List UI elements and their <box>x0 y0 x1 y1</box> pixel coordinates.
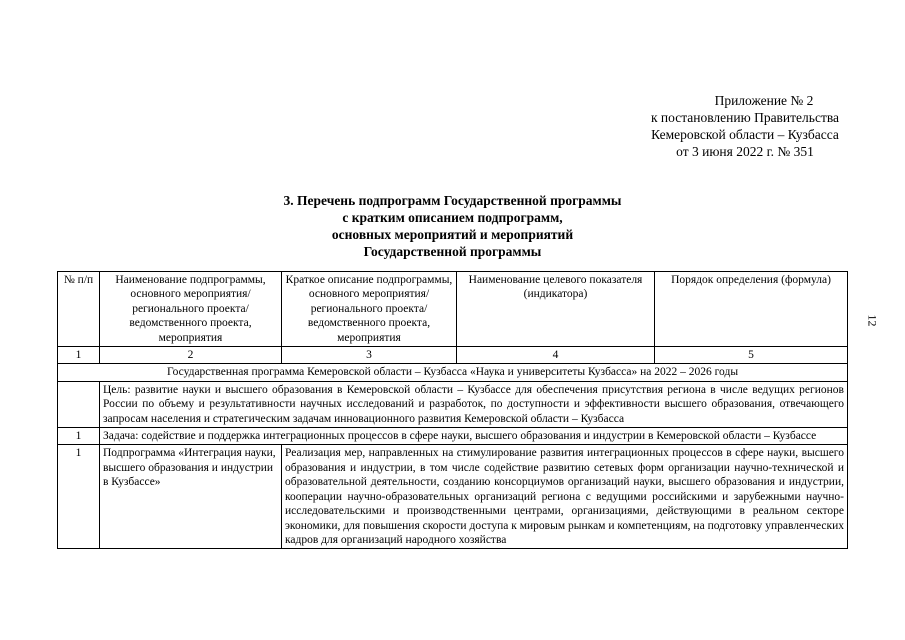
annex-line-2: к постановлению Правительства <box>650 110 840 125</box>
title-line-2: с кратким описанием подпрограмм, <box>342 210 563 225</box>
document-title <box>0 192 905 260</box>
annex-line-1: Приложение № 2 <box>714 93 814 108</box>
goal-number-cell <box>58 381 100 427</box>
task-row <box>58 428 848 445</box>
subprogram-name-cell: Подпрограмма «Интеграция науки, высшего образования и индустрии в Кузбассе» <box>100 445 282 549</box>
title-line-1: 3. Перечень подпрограмм Государственной программы <box>283 193 622 208</box>
header-cell-formula: Порядок определения (формула) <box>655 272 848 347</box>
subprogram-table <box>57 271 848 549</box>
header-cell-name: Наименование подпрограммы, основного мероприятия/ регионального проекта/ ведомственного проекта, мероприятия <box>100 272 282 347</box>
title-line-4: Государственной программы <box>363 244 542 259</box>
column-number-cell: 5 <box>655 347 848 364</box>
annex-line-4: от 3 июня 2022 г. № 351 <box>676 144 814 159</box>
page-number: 12 <box>865 314 880 327</box>
column-number-cell: 3 <box>282 347 457 364</box>
annex-header <box>600 92 890 160</box>
program-title-cell: Государственная программа Кемеровской области – Кузбасса «Наука и университеты Кузбасса» на 2022 – 2026 годы <box>58 364 848 381</box>
column-number-cell: 2 <box>100 347 282 364</box>
task-number-cell: 1 <box>58 428 100 445</box>
column-number-row <box>58 347 848 364</box>
program-row <box>58 364 848 381</box>
goal-row <box>58 381 848 427</box>
subprogram-number-cell: 1 <box>58 445 100 549</box>
task-text-cell: Задача: содействие и поддержка интеграционных процессов в сфере науки, высшего образования и индустрии в Кемеровской области – Кузбассе <box>100 428 848 445</box>
header-cell-description: Краткое описание подпрограммы, основного мероприятия/ регионального проекта/ ведомственного проекта, мероприятия <box>282 272 457 347</box>
annex-line-3: Кемеровской области – Кузбасса <box>651 127 839 142</box>
table-header-row <box>58 272 848 347</box>
header-cell-number: № п/п <box>58 272 100 347</box>
title-line-3: основных мероприятий и мероприятий <box>331 227 574 242</box>
header-cell-indicator: Наименование целевого показателя (индикатора) <box>457 272 655 347</box>
column-number-cell: 1 <box>58 347 100 364</box>
goal-text-cell: Цель: развитие науки и высшего образования в Кемеровской области – Кузбассе для обеспечения присутствия региона в числе ведущих регионов России по объему и результативности научных исследований и разработок, по доступности и эффективности высшего образования, отвечающего запросам населения и стратегическим задачам инновационного развития Кемеровской области – Кузбасса <box>100 381 848 427</box>
subprogram-description-cell: Реализация мер, направленных на стимулирование развития интеграционных процессов в сфере науки, высшего образования и индустрии, в том числе содействие развитию сетевых форм организации научно-технической и образовательной деятельности, созданию консорциумов организаций науки, высшего образования и индустрии, кооперации научно-образовательных организаций региона с ведущими российскими и зарубежными научно-исследовательскими и производственными центрами, организациями, действующими в реальном секторе экономики, для повышения скорости доступа к мировым рынкам и компетенциям, на подготовку управленческих кадров для организаций народного хозяйства <box>282 445 848 549</box>
subprogram-row <box>58 445 848 549</box>
column-number-cell: 4 <box>457 347 655 364</box>
